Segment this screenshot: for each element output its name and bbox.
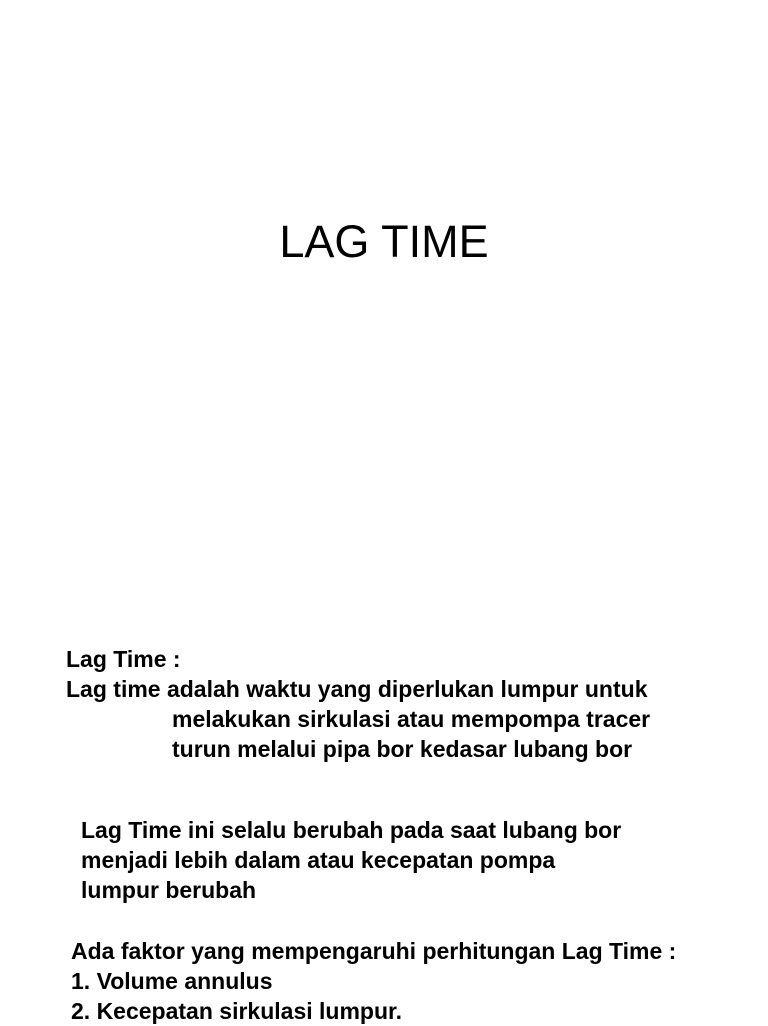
definition-line: melakukan sirkulasi atau mempompa tracer [172,706,651,732]
factors-heading: Ada faktor yang mempengaruhi perhitungan Lag Time : [71,938,677,964]
definition-heading: Lag Time : [66,646,181,672]
factors-block [71,936,676,1026]
change-note-line: lumpur berubah [81,877,257,903]
change-note-line: menjadi lebih dalam atau kecepatan pompa [81,847,556,873]
page-title: LAG TIME [279,216,489,267]
factor-list-item: 1. Volume annulus [71,968,273,994]
change-note-line: Lag Time ini selalu berubah pada saat lubang bor [81,817,622,843]
definition-line: turun melalui pipa bor kedasar lubang bor [172,736,633,762]
factor-list-item: 2. Kecepatan sirkulasi lumpur. [71,998,403,1024]
change-note-block [81,815,621,905]
definition-block [66,644,650,764]
definition-line: Lag time adalah waktu yang diperlukan lumpur untuk [66,676,648,702]
